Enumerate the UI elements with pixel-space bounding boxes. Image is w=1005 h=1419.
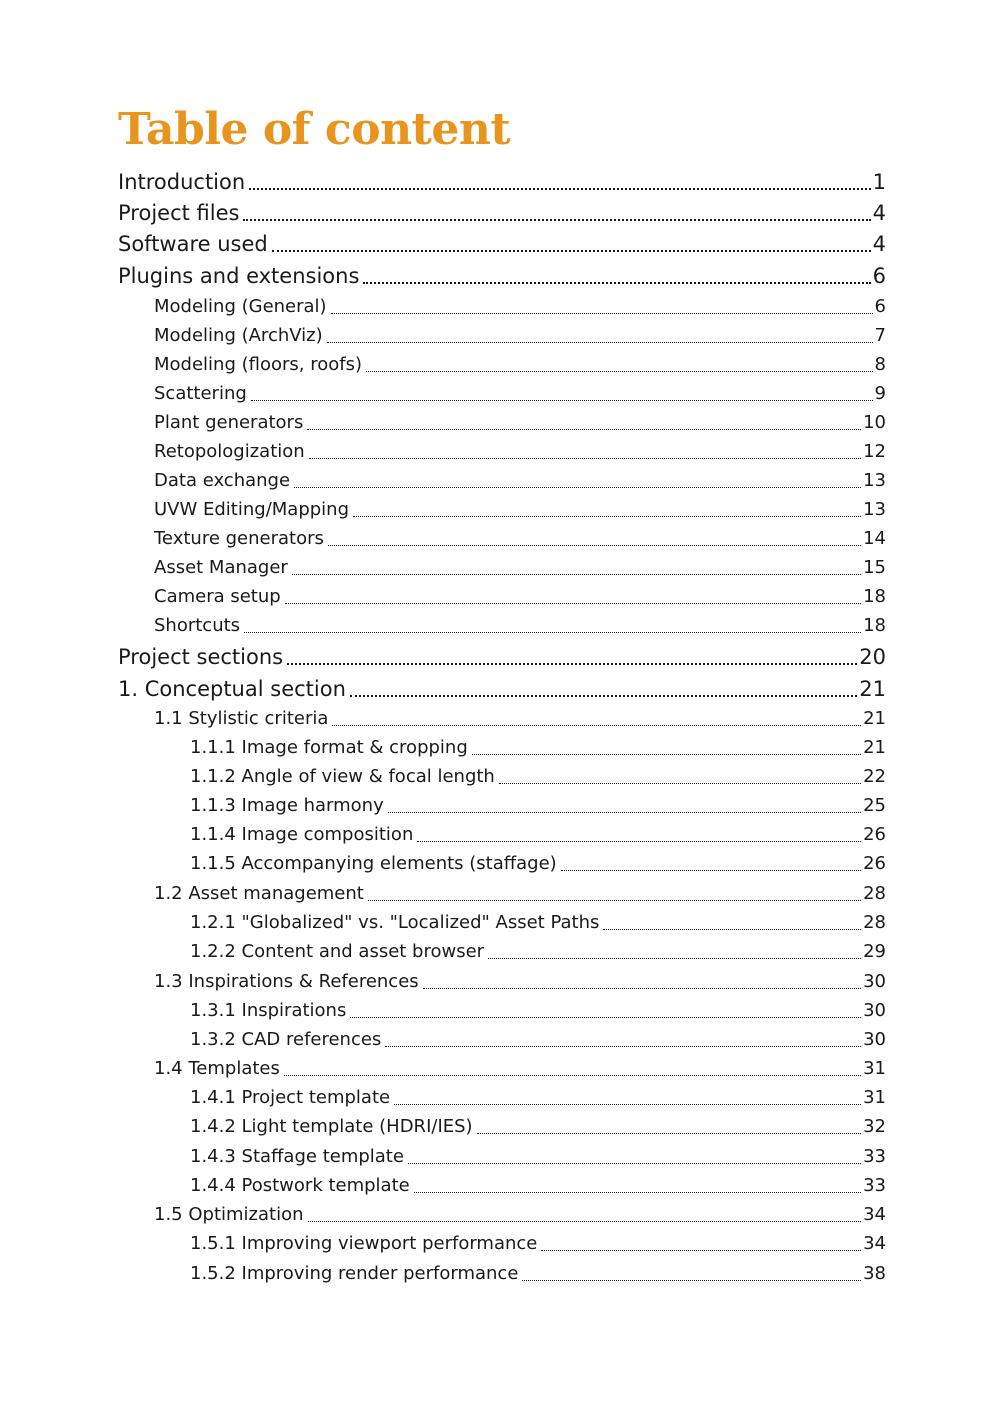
toc-entry-label: Asset Manager <box>154 557 288 578</box>
dot-leader <box>287 642 857 672</box>
toc-entry-page-number: 32 <box>863 1116 886 1137</box>
toc-entry-label: 1.2 Asset management <box>154 883 364 904</box>
toc-entry[interactable] <box>154 292 886 321</box>
toc-entry[interactable] <box>190 996 886 1025</box>
toc-entry-page-number: 13 <box>863 499 886 520</box>
toc-entry-page-number: 28 <box>863 883 886 904</box>
toc-entry[interactable] <box>118 198 886 228</box>
toc-entry-label: 1. Conceptual section <box>118 677 346 701</box>
toc-entry-label: Project sections <box>118 645 284 669</box>
toc-entry-page-number: 22 <box>863 766 886 787</box>
toc-entry-page-number: 21 <box>859 677 886 701</box>
dot-leader <box>472 733 861 762</box>
toc-entry[interactable] <box>154 553 886 582</box>
toc-entry[interactable] <box>154 582 886 611</box>
toc-entry-page-number: 38 <box>863 1263 886 1284</box>
toc-entry[interactable] <box>190 908 886 937</box>
toc-entry[interactable] <box>190 733 886 762</box>
toc-entry-label: 1.5.2 Improving render performance <box>190 1263 519 1284</box>
toc-entry-label: Data exchange <box>154 470 291 491</box>
toc-entry-page-number: 12 <box>863 441 886 462</box>
toc-entry[interactable] <box>190 791 886 820</box>
dot-leader <box>332 704 861 733</box>
dot-leader <box>368 879 861 908</box>
toc-entry[interactable] <box>118 261 886 291</box>
toc-entry-label: Modeling (General) <box>154 296 327 317</box>
toc-entry[interactable] <box>190 762 886 791</box>
dot-leader <box>353 495 861 524</box>
toc-entry-label: 1.1 Stylistic criteria <box>154 708 329 729</box>
dot-leader <box>331 292 873 321</box>
toc-entry-page-number: 1 <box>872 170 886 194</box>
dot-leader <box>328 524 861 553</box>
toc-entry-page-number: 30 <box>863 1000 886 1021</box>
toc-entry-label: 1.3 Inspirations & References <box>154 971 419 992</box>
toc-entry-page-number: 31 <box>863 1058 886 1079</box>
dot-leader <box>307 408 861 437</box>
dot-leader <box>522 1259 861 1288</box>
toc-entry-label: Texture generators <box>154 528 324 549</box>
dot-leader <box>408 1142 861 1171</box>
toc-entry[interactable] <box>154 967 886 996</box>
toc-entry[interactable] <box>154 611 886 640</box>
dot-leader <box>417 820 861 849</box>
toc-entry-page-number: 30 <box>863 971 886 992</box>
dot-leader <box>243 198 870 228</box>
toc-entry-label: Retopologization <box>154 441 305 462</box>
toc-entry[interactable] <box>190 1083 886 1112</box>
dot-leader <box>423 967 861 996</box>
toc-entry-page-number: 9 <box>874 383 886 404</box>
toc-entry-label: 1.5.1 Improving viewport performance <box>190 1233 538 1254</box>
toc-entry[interactable] <box>154 524 886 553</box>
dot-leader <box>350 996 861 1025</box>
toc-entry-page-number: 8 <box>874 354 886 375</box>
dot-leader <box>244 611 861 640</box>
toc-entry-page-number: 14 <box>863 528 886 549</box>
toc-entry-page-number: 26 <box>863 853 886 874</box>
toc-entry-label: 1.1.3 Image harmony <box>190 795 384 816</box>
toc-entry-page-number: 33 <box>863 1146 886 1167</box>
dot-leader <box>363 261 870 291</box>
toc-entry-label: Plugins and extensions <box>118 264 360 288</box>
toc-entry-label: Scattering <box>154 383 247 404</box>
toc-entry[interactable] <box>190 820 886 849</box>
dot-leader <box>309 437 861 466</box>
dot-leader <box>249 167 870 197</box>
dot-leader <box>414 1171 861 1200</box>
dot-leader <box>499 762 861 791</box>
toc-entry-page-number: 15 <box>863 557 886 578</box>
toc-entry-page-number: 6 <box>872 264 886 288</box>
toc-entry-page-number: 6 <box>874 296 886 317</box>
dot-leader <box>385 1025 861 1054</box>
dot-leader <box>292 553 861 582</box>
toc-entry[interactable] <box>190 1025 886 1054</box>
dot-leader <box>308 1200 862 1229</box>
toc-entry[interactable] <box>190 937 886 966</box>
dot-leader <box>541 1229 861 1258</box>
toc-entry[interactable] <box>190 1112 886 1141</box>
page-title: Table of content <box>118 104 511 155</box>
toc-entry-page-number: 7 <box>874 325 886 346</box>
dot-leader <box>327 321 873 350</box>
toc-entry-label: UVW Editing/Mapping <box>154 499 350 520</box>
toc-entry[interactable] <box>190 849 886 878</box>
toc-entry-page-number: 10 <box>863 412 886 433</box>
dot-leader <box>284 1054 861 1083</box>
toc-entry-label: Camera setup <box>154 586 281 607</box>
toc-entry-page-number: 21 <box>863 737 886 758</box>
toc-entry-page-number: 21 <box>863 708 886 729</box>
toc-entry-label: 1.3.1 Inspirations <box>190 1000 347 1021</box>
dot-leader <box>272 229 871 259</box>
toc-entry-label: 1.3.2 CAD references <box>190 1029 382 1050</box>
toc-entry-label: Plant generators <box>154 412 304 433</box>
dot-leader <box>285 582 861 611</box>
dot-leader <box>251 379 873 408</box>
toc-entry-label: 1.2.1 "Globalized" vs. "Localized" Asset Paths <box>190 912 600 933</box>
toc-entry-label: Introduction <box>118 170 246 194</box>
toc-entry-page-number: 26 <box>863 824 886 845</box>
toc-entry[interactable] <box>154 704 886 733</box>
toc-entry-page-number: 25 <box>863 795 886 816</box>
toc-entry-page-number: 4 <box>872 201 886 225</box>
toc-entry-label: 1.2.2 Content and asset browser <box>190 941 485 962</box>
toc-entry-page-number: 29 <box>863 941 886 962</box>
toc-entry[interactable] <box>190 1259 886 1288</box>
dot-leader <box>394 1083 861 1112</box>
toc-entry-page-number: 34 <box>863 1204 886 1225</box>
dot-leader <box>388 791 861 820</box>
toc-entry-label: Software used <box>118 232 268 256</box>
toc-entry[interactable] <box>154 408 886 437</box>
dot-leader <box>294 466 861 495</box>
toc-entry[interactable] <box>154 1200 886 1229</box>
toc-entry-label: 1.4.4 Postwork template <box>190 1175 410 1196</box>
dot-leader <box>603 908 861 937</box>
dot-leader <box>561 849 861 878</box>
toc-entry-page-number: 28 <box>863 912 886 933</box>
toc-entry-label: 1.4 Templates <box>154 1058 280 1079</box>
toc-entry[interactable] <box>154 321 886 350</box>
toc-entry[interactable] <box>154 437 886 466</box>
toc-entry[interactable] <box>154 350 886 379</box>
toc-entry-label: 1.1.1 Image format & cropping <box>190 737 468 758</box>
toc-entry-page-number: 31 <box>863 1087 886 1108</box>
toc-entry-label: 1.4.3 Staffage template <box>190 1146 404 1167</box>
dot-leader <box>488 937 861 966</box>
toc-entry[interactable] <box>190 1229 886 1258</box>
toc-entry[interactable] <box>190 1142 886 1171</box>
toc-entry-label: Shortcuts <box>154 615 241 636</box>
toc-entry[interactable] <box>154 879 886 908</box>
toc-entry-label: Modeling (floors, roofs) <box>154 354 362 375</box>
toc-entry-page-number: 4 <box>872 232 886 256</box>
toc-entry[interactable] <box>154 379 886 408</box>
toc-entry[interactable] <box>118 229 886 259</box>
dot-leader <box>350 674 857 704</box>
toc-entry-label: 1.1.2 Angle of view & focal length <box>190 766 495 787</box>
dot-leader <box>366 350 873 379</box>
toc-entry[interactable] <box>118 674 886 704</box>
toc-entry[interactable] <box>154 1054 886 1083</box>
toc-entry-label: 1.1.5 Accompanying elements (staffage) <box>190 853 557 874</box>
toc-entry-page-number: 18 <box>863 615 886 636</box>
toc-entry[interactable] <box>118 167 886 197</box>
toc-entry-label: 1.4.1 Project template <box>190 1087 391 1108</box>
dot-leader <box>477 1112 862 1141</box>
toc-entry-page-number: 18 <box>863 586 886 607</box>
toc-entry[interactable] <box>154 466 886 495</box>
toc-entry[interactable] <box>154 495 886 524</box>
toc-entry-label: Modeling (ArchViz) <box>154 325 323 346</box>
toc-entry-label: 1.1.4 Image composition <box>190 824 414 845</box>
toc-entry-page-number: 33 <box>863 1175 886 1196</box>
toc-entry-page-number: 30 <box>863 1029 886 1050</box>
toc-entry-label: Project files <box>118 201 240 225</box>
toc-entry-label: 1.4.2 Light template (HDRI/IES) <box>190 1116 473 1137</box>
toc-entry[interactable] <box>190 1171 886 1200</box>
toc-entry-page-number: 34 <box>863 1233 886 1254</box>
toc-entry-page-number: 20 <box>859 645 886 669</box>
toc-entry-label: 1.5 Optimization <box>154 1204 304 1225</box>
toc-entry-page-number: 13 <box>863 470 886 491</box>
toc-entry[interactable] <box>118 642 886 672</box>
